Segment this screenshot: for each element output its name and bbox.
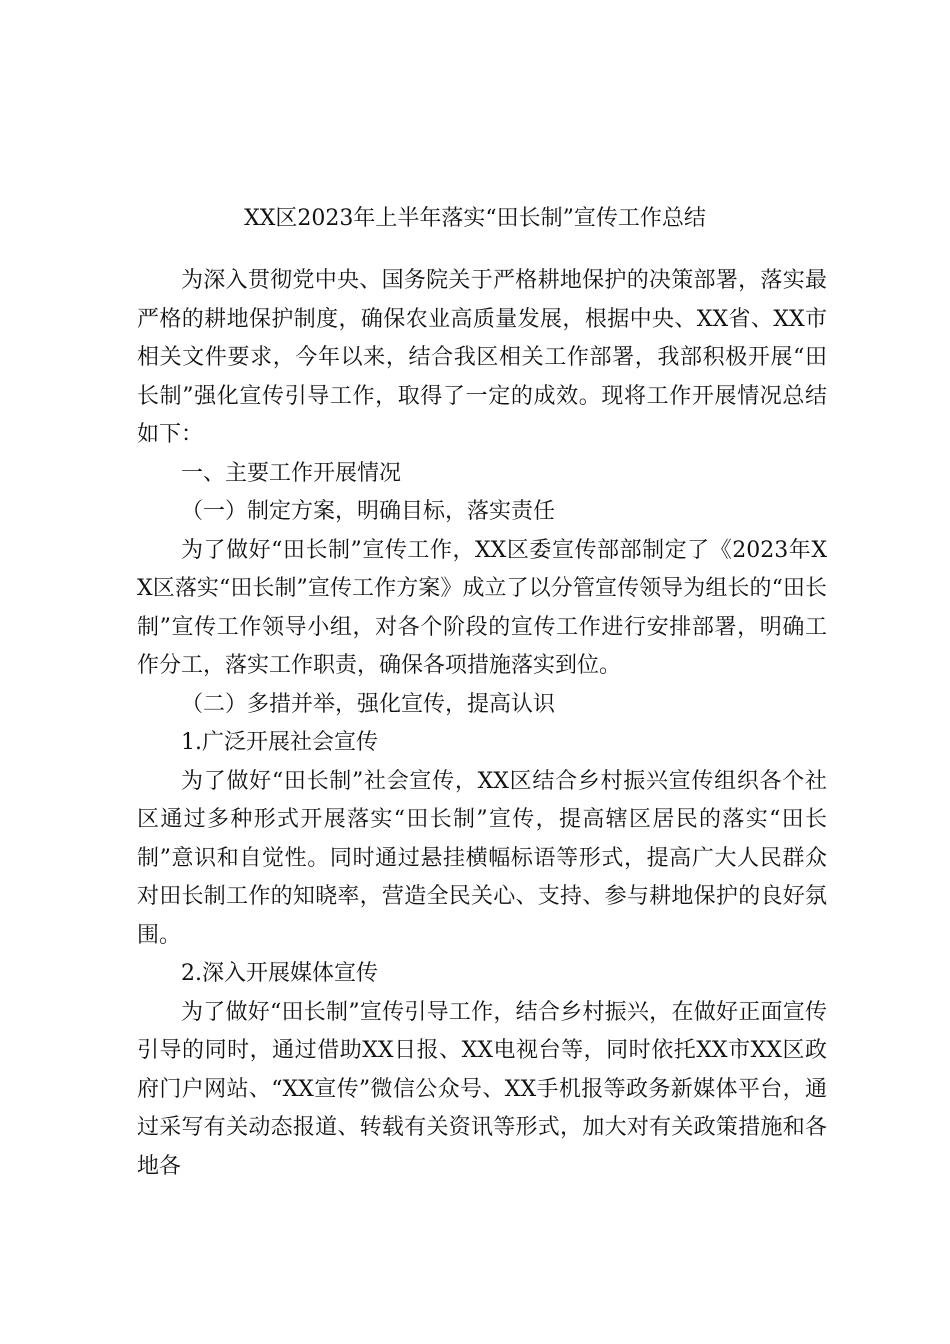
document-title: XX区2023年上半年落实“田长制”宣传工作总结 [244,206,706,231]
subsection-paragraph-plan: 为了做好“田长制”宣传工作，XX区委宣传部部制定了《2023年XX区落实“田长制”宣传工作方案》成立了以分管宣传领导为组长的“田长制”宣传工作领导小组，对各个阶段的宣传工作进行安排部署，明确工作分工，落实工作职责，确保各项措施落实到位。 [137,537,827,678]
subsection-heading-plan: （一）制定方案，明确目标，落实责任 [181,499,556,524]
item-heading-social-publicity: 1.广泛开展社会宣传 [181,730,378,755]
document-body [137,262,827,1186]
item-paragraph-media-publicity: 为了做好“田长制”宣传引导工作，结合乡村振兴，在做好正面宣传引导的同时，通过借助XX日报、XX电视台等，同时依托XX市XX区政府门户网站、“XX宣传”微信公众号、XX手机报等政务新媒体平台，通过采写有关动态报道、转载有关资讯等形式，加大对有关政策措施和各地各 [137,999,827,1179]
section-heading-main-work: 一、主要工作开展情况 [181,460,402,486]
item-heading-media-publicity: 2.深入开展媒体宣传 [181,961,378,986]
item-paragraph-social-publicity: 为了做好“田长制”社会宣传，XX区结合乡村振兴宣传组织各个社区通过多种形式开展落实“田长制”宣传，提高辖区居民的落实“田长制”意识和自觉性。同时通过悬挂横幅标语等形式，提高广大人民群众对田长制工作的知晓率，营造全民关心、支持、参与耕地保护的良好氛围。 [137,768,827,948]
intro-paragraph: 为深入贯彻党中央、国务院关于严格耕地保护的决策部署，落实最严格的耕地保护制度，确保农业高质量发展，根据中央、XX省、XX市相关文件要求，今年以来，结合我区相关工作部署，我部积极开展“田长制”强化宣传引导工作，取得了一定的成效。现将工作开展情况总结如下： [137,268,827,447]
subsection-heading-publicity: （二）多措并举，强化宣传，提高认识 [181,691,556,717]
